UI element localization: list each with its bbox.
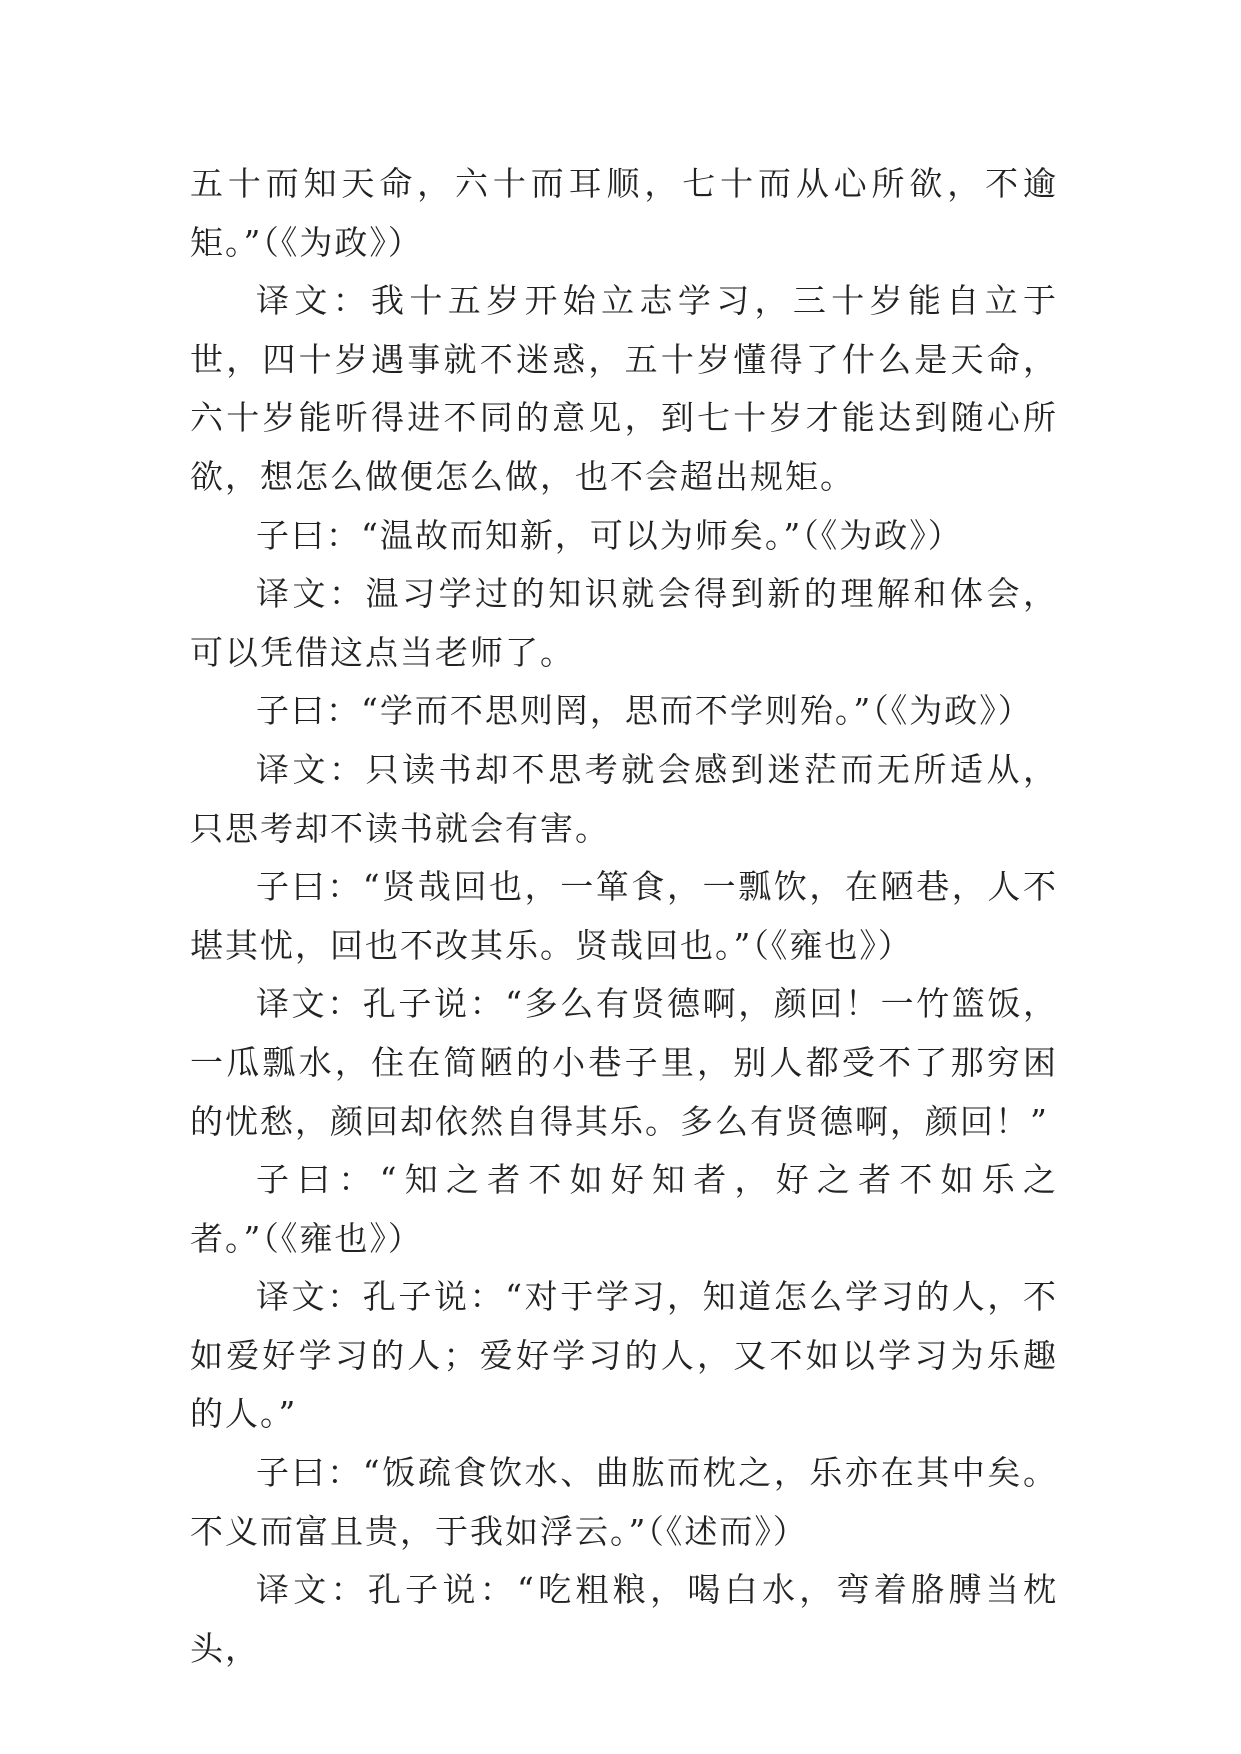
- paragraph-quote: 子曰：“温故而知新，可以为师矣。”（《为政》）: [256, 515, 963, 555]
- paragraph-translation: 译文：孔子说：“对于学习，知道怎么学习的人，不如爱好学习的人；爱好学习的人，又不如以学习为乐趣的人。”: [190, 1277, 1058, 1434]
- document-body: [190, 155, 1058, 1678]
- paragraph-translation: 译文：我十五岁开始立志学习，三十岁能自立于世，四十岁遇事就不迷惑，五十岁懂得了什么是天命，六十岁能听得进不同的意见，到七十岁才能达到随心所欲，想怎么做便怎么做，也不会超出规矩。: [190, 281, 1058, 496]
- paragraph-quote: 子曰：“饭疏食饮水、曲肱而枕之，乐亦在其中矣。不义而富且贵，于我如浮云。”（《述而》）: [190, 1453, 1058, 1551]
- paragraph-quote: 子曰：“学而不思则罔，思而不学则殆。”（《为政》）: [256, 691, 1033, 731]
- paragraph-translation: 译文：孔子说：“多么有贤德啊，颜回！一竹篮饭，一瓜瓢水，住在简陋的小巷子里，别人都受不了那穷困的忧愁，颜回却依然自得其乐。多么有贤德啊，颜回！”: [190, 984, 1058, 1141]
- paragraph-translation: 译文：温习学过的知识就会得到新的理解和体会，可以凭借这点当老师了。: [190, 574, 1058, 672]
- paragraph-translation: 译文：只读书却不思考就会感到迷茫而无所适从，只思考却不读书就会有害。: [190, 749, 1058, 848]
- paragraph-continuation: 五十而知天命，六十而耳顺，七十而从心所欲，不逾矩。”（《为政》）: [190, 164, 1058, 262]
- paragraph-quote: 子曰：“贤哉回也，一箪食，一瓢饮，在陋巷，人不堪其忧，回也不改其乐。贤哉回也。”（《雍也》）: [190, 867, 1058, 965]
- paragraph-quote: 子曰：“知之者不如好知者，好之者不如乐之者。”（《雍也》）: [190, 1160, 1058, 1258]
- paragraph-translation: 译文：孔子说：“吃粗粮，喝白水，弯着胳膊当枕头，: [190, 1570, 1058, 1668]
